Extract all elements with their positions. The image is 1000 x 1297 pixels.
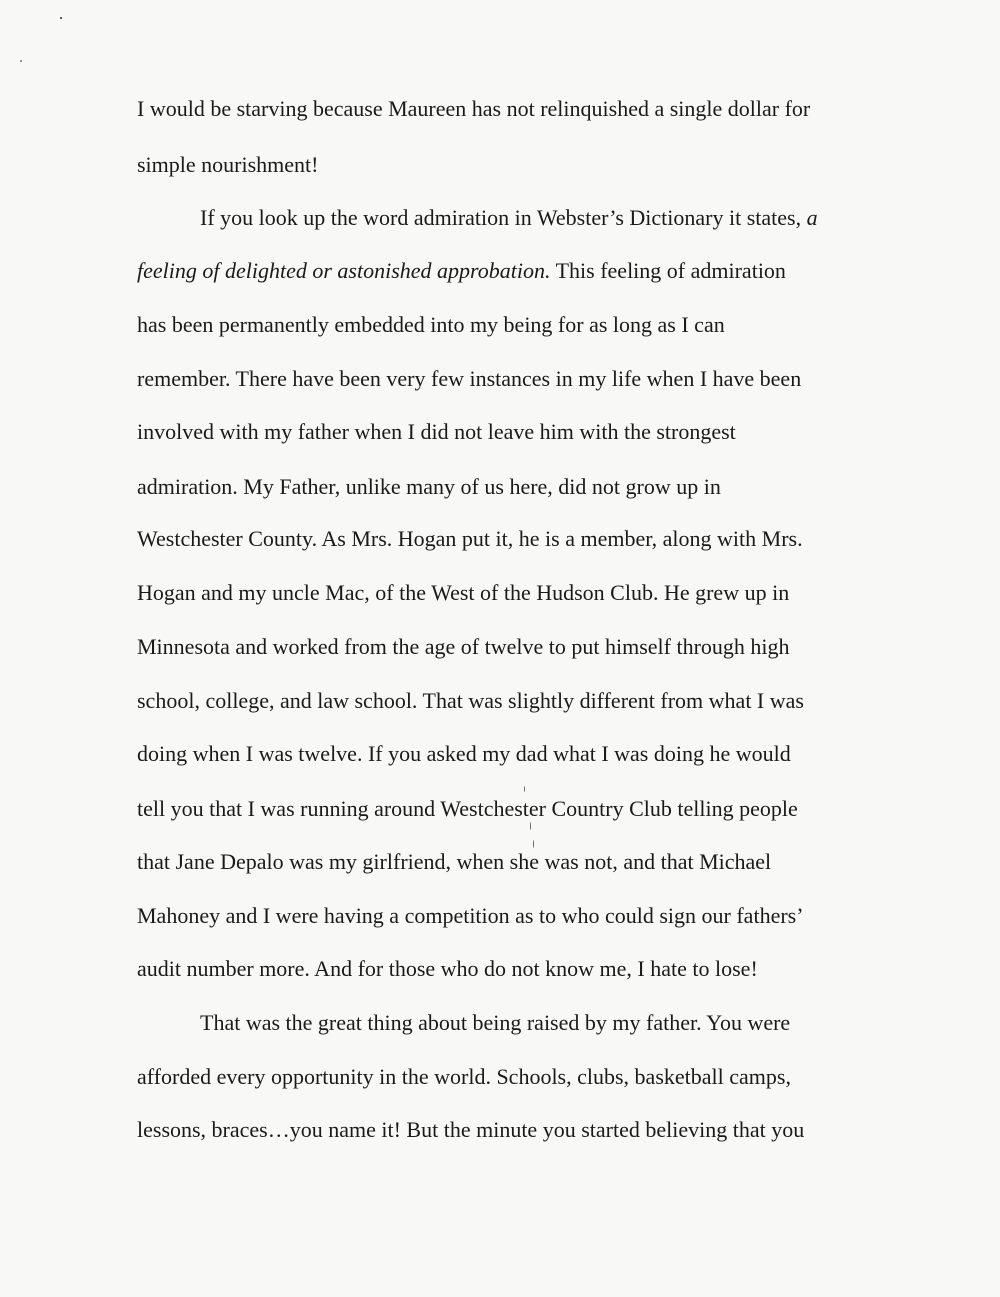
- paragraph-start: That was the great thing about being raised by my father. You were: [200, 1010, 791, 1035]
- text-line: Hogan and my uncle Mac, of the West of the Hudson Club. He grew up in: [137, 580, 790, 605]
- text-line: feeling of delighted or astonished approbation. This feeling of admiration: [137, 258, 786, 283]
- text-line: tell you that I was running around Westchester Country Club telling people: [137, 796, 798, 821]
- text-line: school, college, and law school. That was slightly different from what I was: [137, 688, 804, 713]
- scan-speck: [524, 786, 525, 792]
- scan-speck: [533, 840, 534, 848]
- text-line: that Jane Depalo was my girlfriend, when she was not, and that Michael: [137, 849, 772, 874]
- text-line: simple nourishment!: [137, 152, 319, 177]
- paragraph-start: If you look up the word admiration in Webster’s Dictionary it states, a: [200, 205, 818, 230]
- text-line: remember. There have been very few instances in my life when I have been: [137, 366, 802, 391]
- text-line: I would be starving because Maureen has not relinquished a single dollar for: [137, 96, 811, 121]
- text-line: audit number more. And for those who do not know me, I hate to lose!: [137, 956, 758, 981]
- text-line: has been permanently embedded into my being for as long as I can: [137, 312, 725, 337]
- text-line: Minnesota and worked from the age of twelve to put himself through high: [137, 634, 790, 659]
- text-line: Westchester County. As Mrs. Hogan put it, he is a member, along with Mrs.: [137, 526, 803, 551]
- text-line: doing when I was twelve. If you asked my dad what I was doing he would: [137, 741, 791, 766]
- text-line: Mahoney and I were having a competition as to who could sign our fathers’: [137, 903, 804, 928]
- scan-speck: [530, 822, 531, 830]
- text-line: involved with my father when I did not leave him with the strongest: [137, 419, 736, 444]
- text-line: admiration. My Father, unlike many of us here, did not grow up in: [137, 474, 721, 499]
- italic-text: feeling of delighted or astonished approbation.: [137, 258, 551, 283]
- text-line: afforded every opportunity in the world. Schools, clubs, basketball camps,: [137, 1064, 791, 1089]
- italic-text: a: [806, 205, 818, 230]
- text-line: lessons, braces…you name it! But the minute you started believing that you: [137, 1117, 805, 1142]
